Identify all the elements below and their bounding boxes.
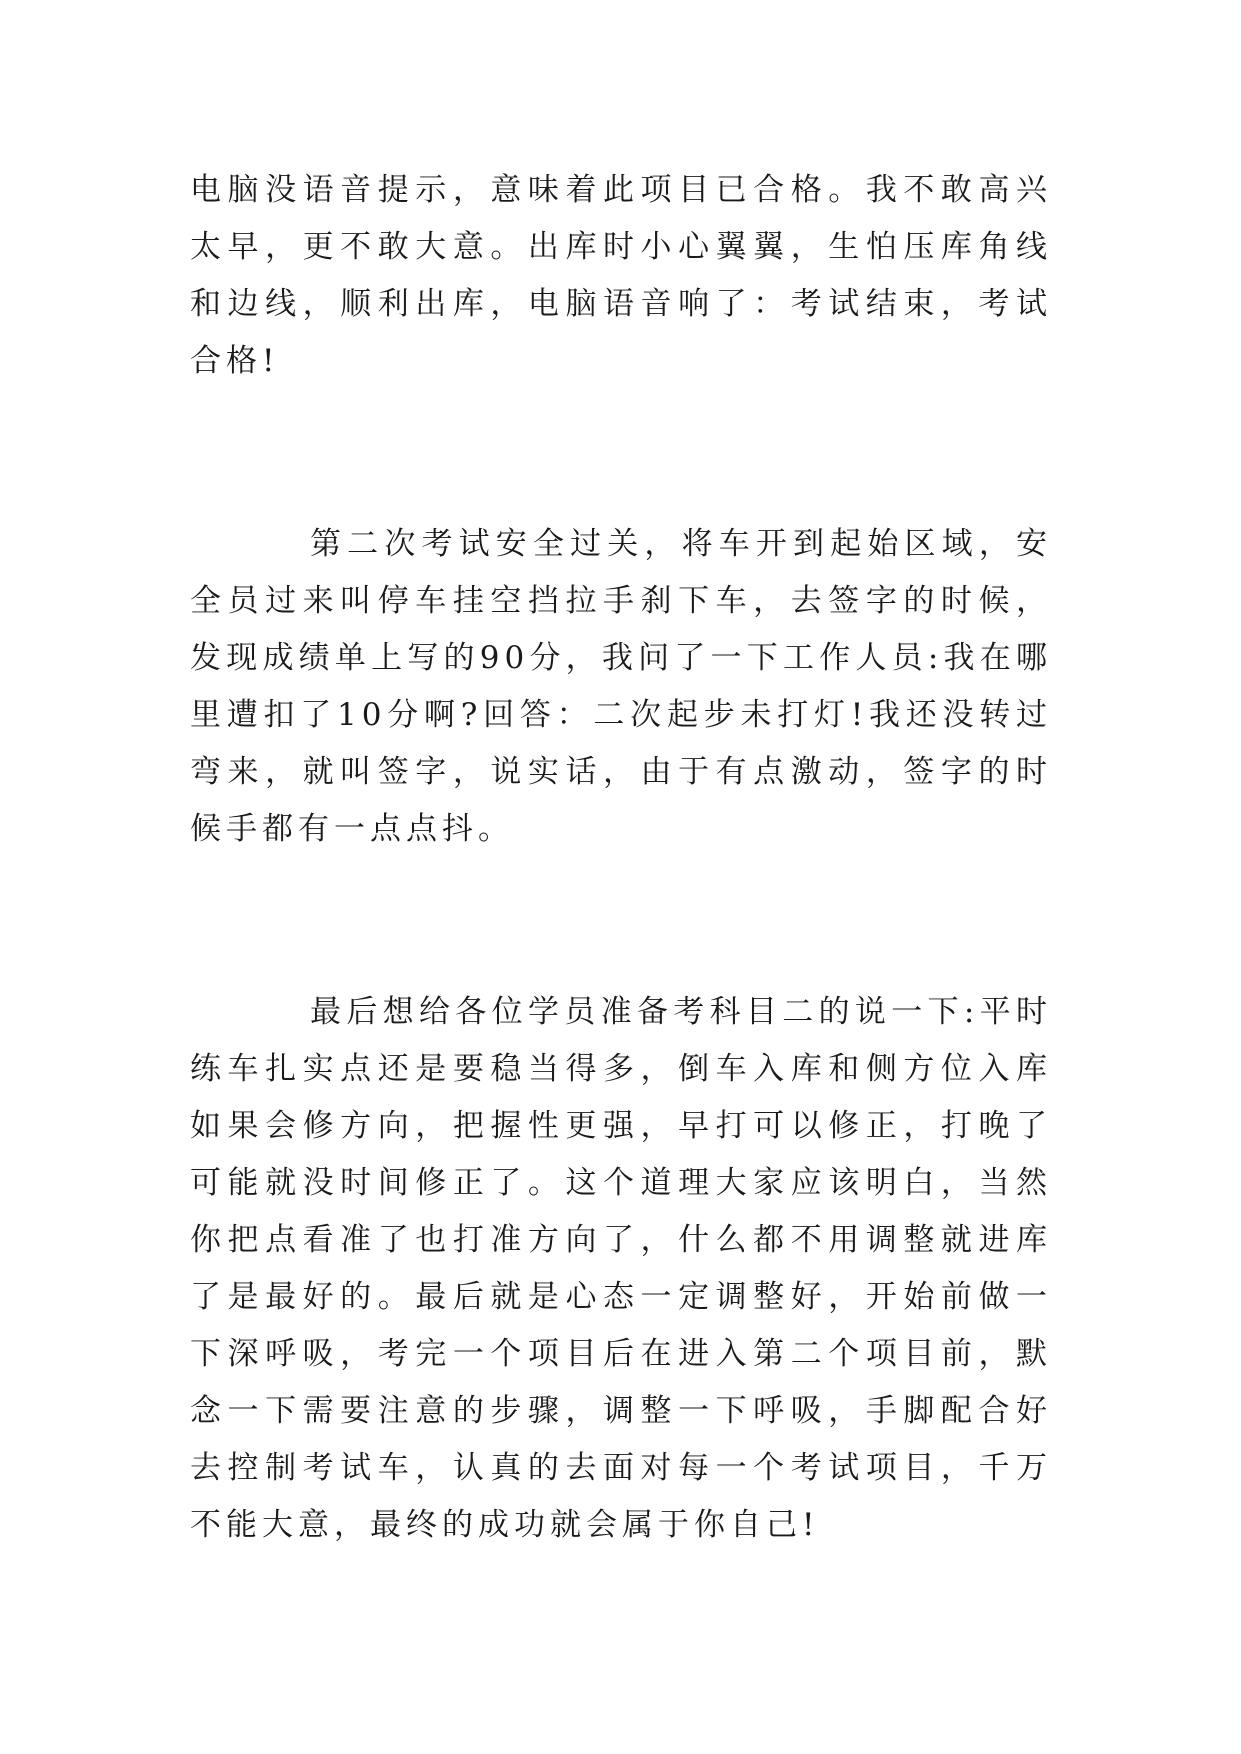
paragraph-spacer [190,858,1052,984]
paragraph-advice: 最后想给各位学员准备考科目二的说一下:平时练车扎实点还是要稳当得多，倒车入库和侧方位入库如果会修方向，把握性更强，早打可以修正，打晚了可能就没时间修正了。这个道理大家应该明白，当然你把点看准了也打准方向了，什么都不用调整就进库了是最好的。最后就是心态一定调整好，开始前做一下深呼吸，考完一个项目后在进入第二个项目前，默念一下需要注意的步骤，调整一下呼吸，手脚配合好去控制考试车，认真的去面对每一个考试项目，千万不能大意，最终的成功就会属于你自己! [190,994,1052,1543]
paragraph-exam-pass: 电脑没语音提示，意味着此项目已合格。我不敢高兴太早，更不敢大意。出库时小心翼翼，生怕压库角线和边线，顺利出库，电脑语音响了：考试结束，考试合格! [190,172,1052,379]
paragraph-spacer [190,390,1052,516]
paragraph-second-exam: 第二次考试安全过关，将车开到起始区域，安全员过来叫停车挂空挡拉手刹下车，去签字的时候，发现成绩单上写的90分，我问了一下工作人员:我在哪里遭扣了10分啊?回答：二次起步未打灯!我还没转过弯来，就叫签字，说实话，由于有点激动，签字的时候手都有一点点抖。 [190,526,1052,847]
document-body [190,162,1052,1554]
